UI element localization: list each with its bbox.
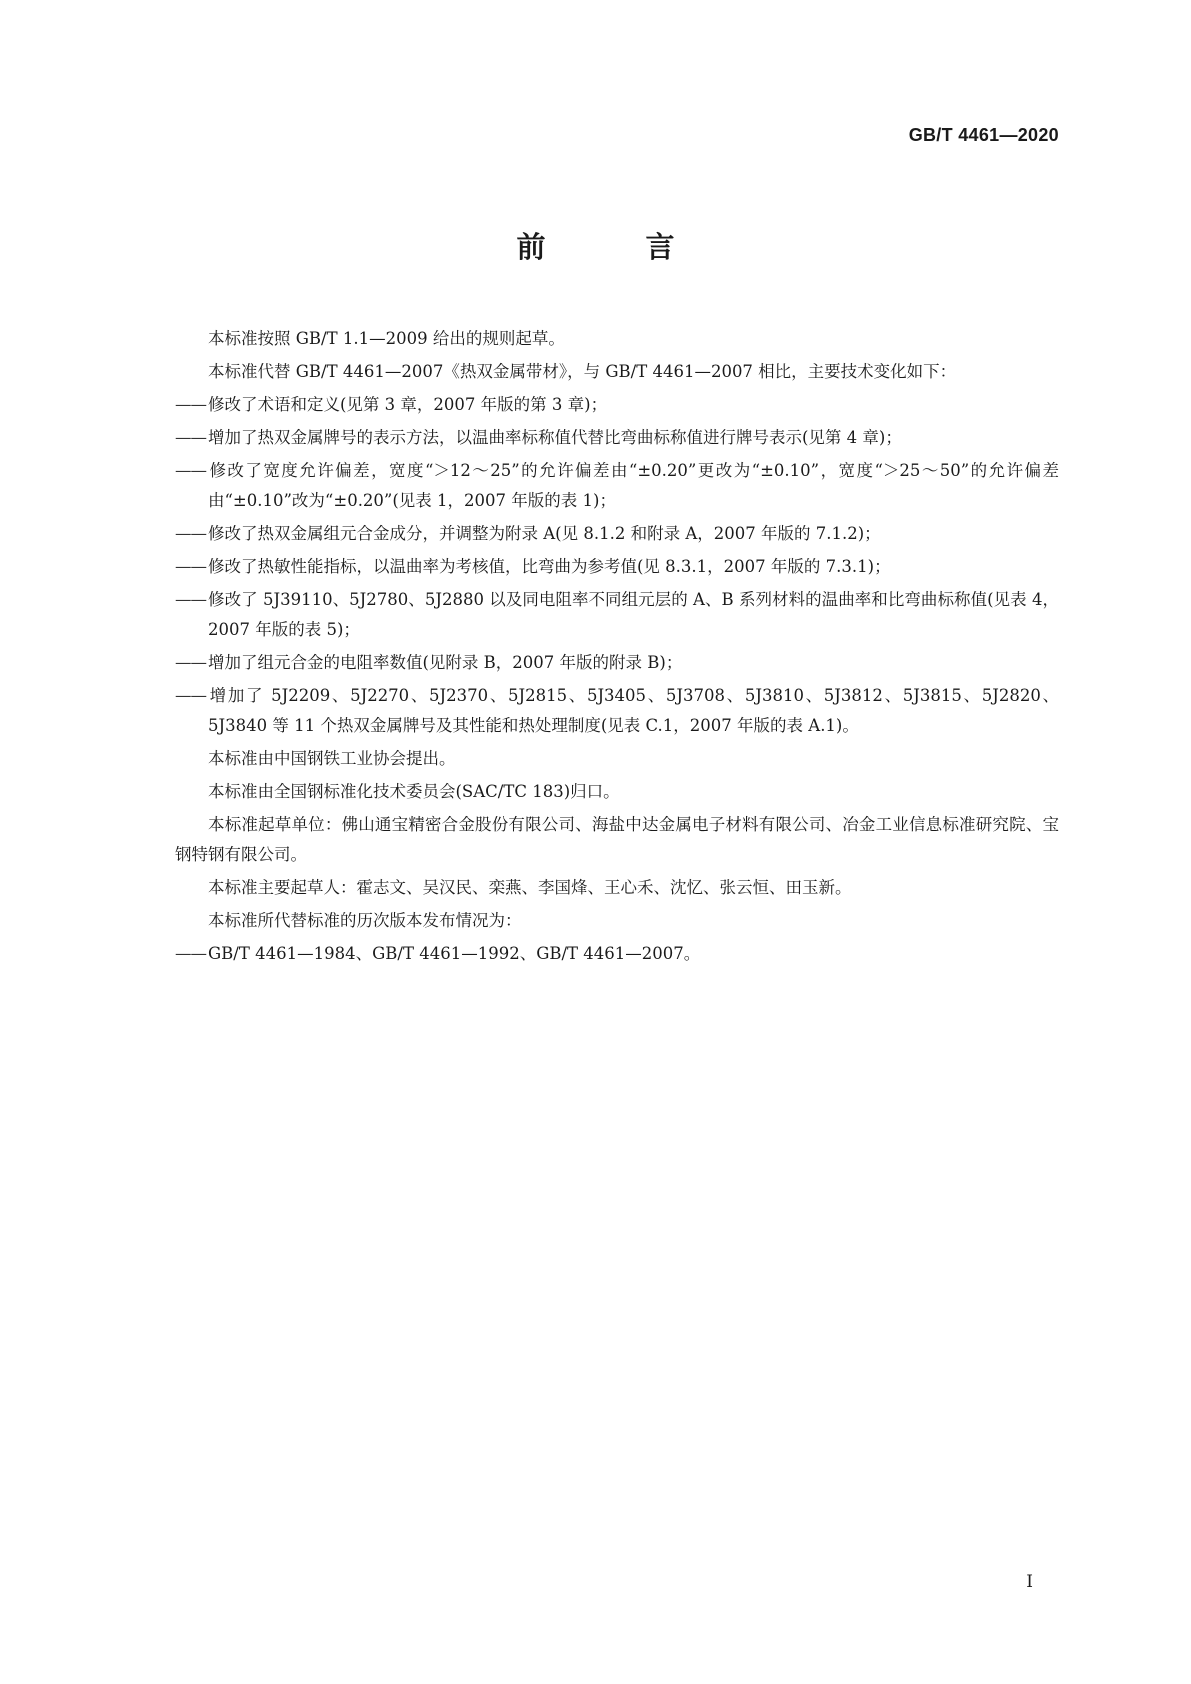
change-text: 增加了组元合金的电阻率数值(见附录 B，2007 年版的附录 B)； [208,653,683,672]
paragraph-drafters: 本标准主要起草人：霍志文、吴汉民、栾燕、李国烽、王心禾、沈忆、张云恒、田玉新。 [208,878,852,897]
change-item [175,681,1059,741]
paragraph-replacement: 本标准代替 GB/T 4461—2007《热双金属带材》，与 GB/T 4461—2007 相比，主要技术变化如下： [208,362,957,381]
paragraph-proposer: 本标准由中国钢铁工业协会提出。 [208,749,456,768]
change-item [175,456,1059,516]
change-text: 修改了热敏性能指标，以温曲率为考核值，比弯曲为参考值(见 8.3.1，2007 年版的 7.3.1)； [208,557,891,576]
dash-marker: —— [175,524,206,543]
change-item [175,585,1059,645]
foreword-body [175,324,1059,972]
dash-marker: —— [175,590,206,609]
history-text: GB/T 4461—1984、GB/T 4461—1992、GB/T 4461—2007。 [208,944,701,963]
change-text: 修改了 5J39110、5J2780、5J2880 以及同电阻率不同组元层的 A、B 系列材料的温曲率和比弯曲标称值(见表 4，2007 年版的表 5)； [208,590,1059,639]
change-item [175,423,1059,453]
dash-marker: —— [175,653,206,672]
paragraph-history-intro: 本标准所代替标准的历次版本发布情况为： [208,911,522,930]
change-item [175,519,1059,549]
dash-marker: —— [175,686,206,705]
change-item [175,648,1059,678]
page-title: 前 言 [516,230,720,264]
change-text: 修改了宽度允许偏差，宽度“＞12～25”的允许偏差由“±0.20”更改为“±0.10”，宽度“＞25～50”的允许偏差由“±0.10”改为“±0.20”(见表 1，2007 年版的表 1)； [208,461,1059,510]
change-text: 增加了 5J2209、5J2270、5J2370、5J2815、5J3405、5J3708、5J3810、5J3812、5J3815、5J2820、5J3840 等 11 个热双金属牌号及其性能和热处理制度(见表 C.1，2007 年版的表 A.1)。 [208,686,1059,735]
history-item [175,939,1059,969]
dash-marker: —— [175,428,206,447]
dash-marker: —— [175,944,206,963]
change-text: 修改了热双金属组元合金成分，并调整为附录 A(见 8.1.2 和附录 A，2007 年版的 7.1.2)； [208,524,881,543]
change-text: 增加了热双金属牌号的表示方法，以温曲率标称值代替比弯曲标称值进行牌号表示(见第 4 章)； [208,428,902,447]
dash-marker: —— [175,557,206,576]
dash-marker: —— [175,395,206,414]
change-text: 修改了术语和定义(见第 3 章，2007 年版的第 3 章)； [208,395,608,414]
page-number: I [1026,1572,1033,1592]
paragraph-drafting-units: 本标准起草单位：佛山通宝精密合金股份有限公司、海盐中达金属电子材料有限公司、冶金工业信息标准研究院、宝钢特钢有限公司。 [175,815,1059,864]
paragraph-drafting-rules: 本标准按照 GB/T 1.1—2009 给出的规则起草。 [208,329,565,348]
dash-marker: —— [175,461,206,480]
change-item [175,390,1059,420]
change-item [175,552,1059,582]
document-code: GB/T 4461—2020 [908,125,1059,145]
paragraph-committee: 本标准由全国钢标准化技术委员会(SAC/TC 183)归口。 [208,782,620,801]
